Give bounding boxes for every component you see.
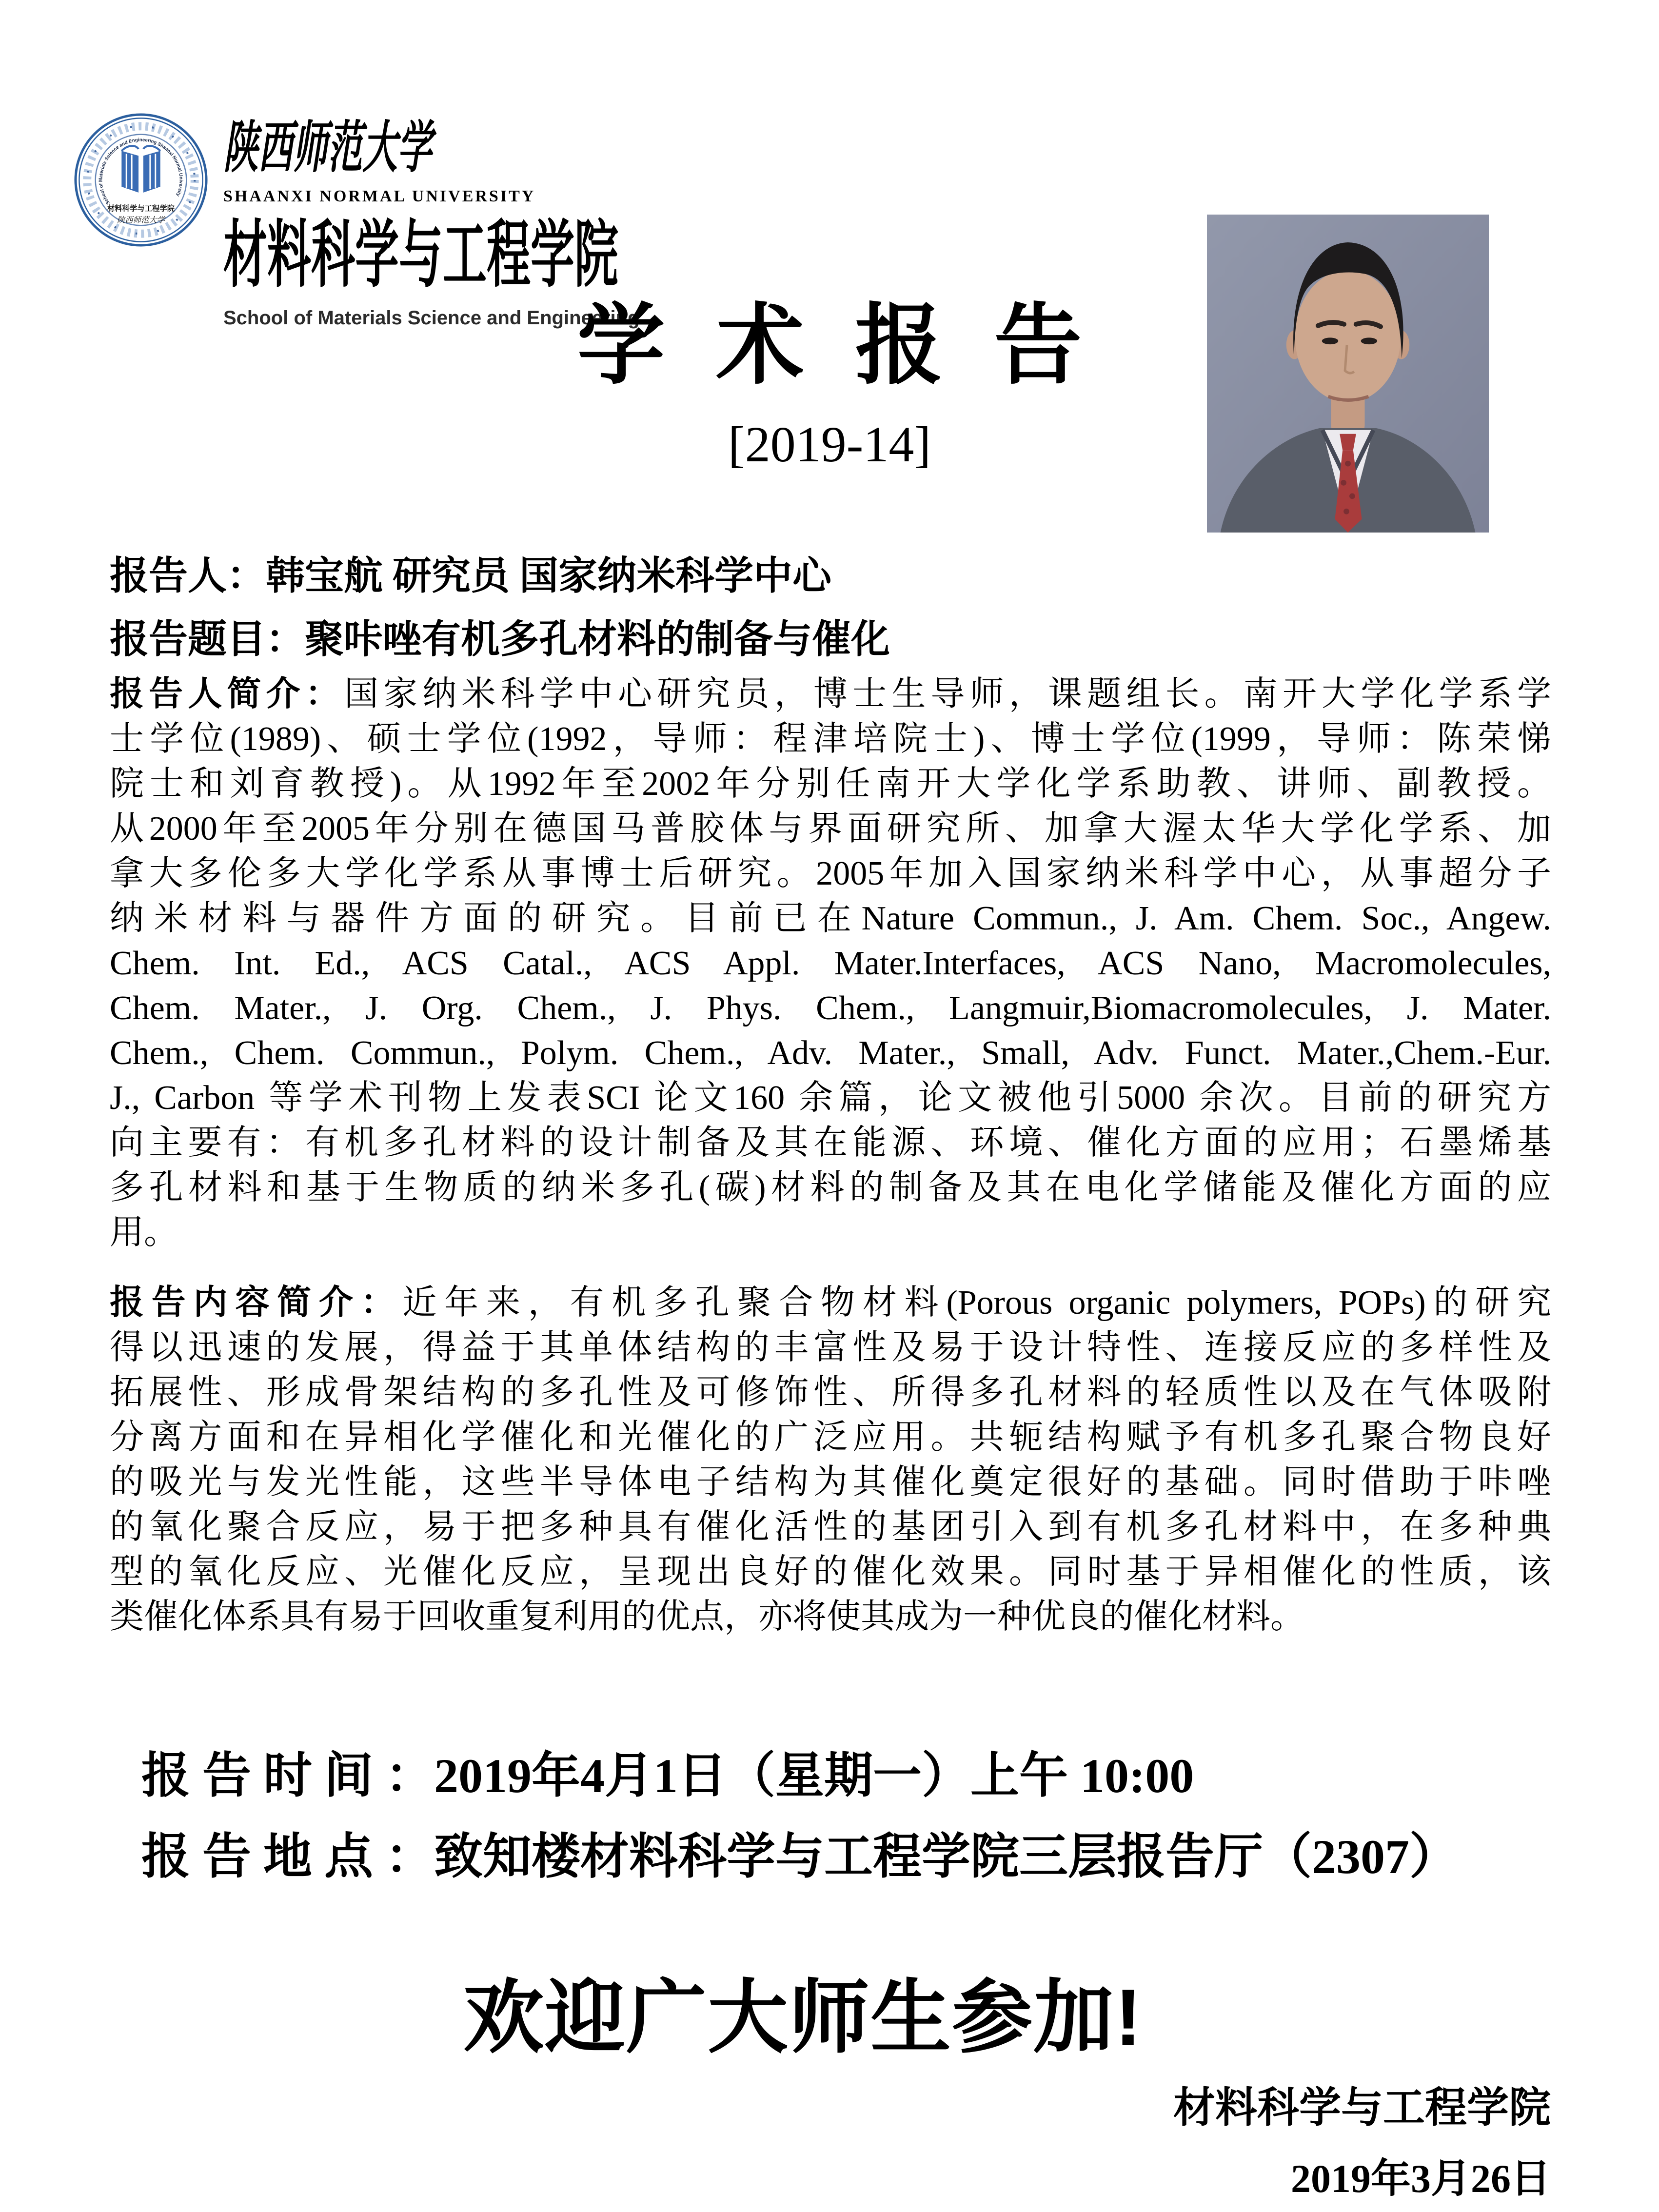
seal-university-script: 陕西师范大学 [117, 215, 165, 225]
time-label: 报 告 时 间 ： [141, 1749, 434, 1803]
place-label: 报 告 地 点 ： [141, 1830, 434, 1884]
abstract-line: 的吸光与发光性能，这些半导体电子结构为其催化奠定很好的基础。同时借助于咔唑 [110, 1463, 1551, 1501]
bio-line [110, 672, 1551, 717]
portrait-eye-right [1361, 337, 1378, 344]
welcome-message: 欢迎广大师生参加! [463, 1973, 1143, 2062]
time-value: 2019年4月1日（星期一）上午 10:00 [434, 1749, 1194, 1803]
bio-line: 拿大多伦多大学化学系从事博士后研究。2005年加入国家纳米科学中心，从事超分子 [110, 855, 1551, 892]
poster-body [110, 550, 1551, 1639]
university-name-calligraphy: 陕西师范大学 [223, 117, 432, 179]
bio-line: 士学位(1989)、硕士学位(1992，导师：程津培院士)、博士学位(1999，导师：陈荣悌 [110, 720, 1551, 758]
abstract-text: 近年来，有机多孔聚合物材料(Porous organic polymers, POPs)的研究 [402, 1284, 1551, 1322]
bio-line: Chem., Chem. Commun., Polym. Chem., Adv. Mater., Small, Adv. Funct. Mater.,Chem.-Eur. [110, 1034, 1551, 1072]
abstract-label: 报告内容简介： [110, 1284, 403, 1322]
seminar-number: [2019-14] [728, 416, 931, 473]
bio-line: 用。 [110, 1214, 178, 1251]
school-name-english: School of Materials Science and Engineering [223, 307, 640, 329]
portrait-face [1295, 270, 1401, 402]
bio-line: 院士和刘育教授)。从1992年至2002年分别任南开大学化学系助教、讲师、副教授。 [110, 765, 1551, 803]
bio-line: 纳米材料与器件方面的研究。目前已在Nature Commun., J. Am. Chem. Soc., Angew. [110, 900, 1551, 937]
seal-ring-text: School of Materials Science and Engineering Shaanxi Normal University [98, 137, 184, 206]
abstract-line: 拓展性、形成骨架结构的多孔性及可修饰性、所得多孔材料的轻质性以及在气体吸附 [110, 1374, 1551, 1411]
speaker-line: 报告人：韩宝航 研究员 国家纳米科学中心 [110, 555, 831, 598]
speaker-photo [1207, 215, 1489, 533]
abstract-line [110, 1281, 1551, 1325]
abstract-line: 的氧化聚合反应，易于把多种具有催化活性的基团引入到有机多孔材料中，在多种典 [110, 1508, 1551, 1546]
abstract-line: 类催化体系具有易于回收重复利用的优点，亦将使其成为一种优良的催化材料。 [110, 1598, 1304, 1636]
page-title: 学 术 报 告 [577, 297, 1097, 395]
bio-line: Chem. Mater., J. Org. Chem., J. Phys. Chem., Langmuir,Biomacromolecules, J. Mater. [110, 989, 1551, 1027]
portrait-eye-left [1322, 337, 1339, 344]
bio-line: 从2000年至2005年分别在德国马普胶体与界面研究所、加拿大渥太华大学化学系、加 [110, 810, 1551, 848]
abstract-line: 分离方面和在异相化学催化和光催化的广泛应用。共轭结构赋予有机多孔聚合物良好 [110, 1419, 1551, 1456]
bio-line: 向主要有：有机多孔材料的设计制备及其在能源、环境、催化方面的应用；石墨烯基 [110, 1124, 1551, 1162]
abstract-line: 型的氧化反应、光催化反应，呈现出良好的催化效果。同时基于异相催化的性质，该 [110, 1553, 1551, 1591]
university-name-english: SHAANXI NORMAL UNIVERSITY [223, 187, 536, 206]
bio-line: Chem. Int. Ed., ACS Catal., ACS Appl. Mater.Interfaces, ACS Nano, Macromolecules, [110, 945, 1551, 982]
issuing-department: 材料科学与工程学院 [1173, 2084, 1551, 2131]
seminar-place-line [141, 1817, 1458, 1887]
speaker-bio-paragraph [110, 672, 1551, 1255]
abstract-line: 得以迅速的发展，得益于其单体结构的丰富性及易于设计特性、连接反应的多样性及 [110, 1329, 1551, 1366]
bio-line: 多孔材料和基于生物质的纳米多孔(碳)材料的制备及其在电化学储能及催化方面的应 [110, 1169, 1551, 1206]
bio-label: 报告人简介： [110, 675, 344, 713]
school-name-chinese: 材料科学与工程学院 [223, 214, 619, 296]
bio-text: 国家纳米科学中心研究员，博士生导师，课题组长。南开大学化学系学 [344, 675, 1551, 713]
place-value: 致知楼材料科学与工程学院三层报告厅（2307） [434, 1830, 1458, 1884]
topic-line: 报告题目：聚咔唑有机多孔材料的制备与催化 [110, 618, 890, 661]
abstract-paragraph [110, 1281, 1551, 1639]
school-seal-logo [73, 112, 209, 248]
bio-line: J., Carbon 等学术刊物上发表SCI 论文160 余篇，论文被他引5000 余次。目前的研究方 [110, 1079, 1551, 1117]
seal-school-name: 材料科学与工程学院 [107, 204, 175, 213]
seminar-time-line [141, 1736, 1194, 1806]
issue-date: 2019年3月26日 [1291, 2156, 1551, 2201]
